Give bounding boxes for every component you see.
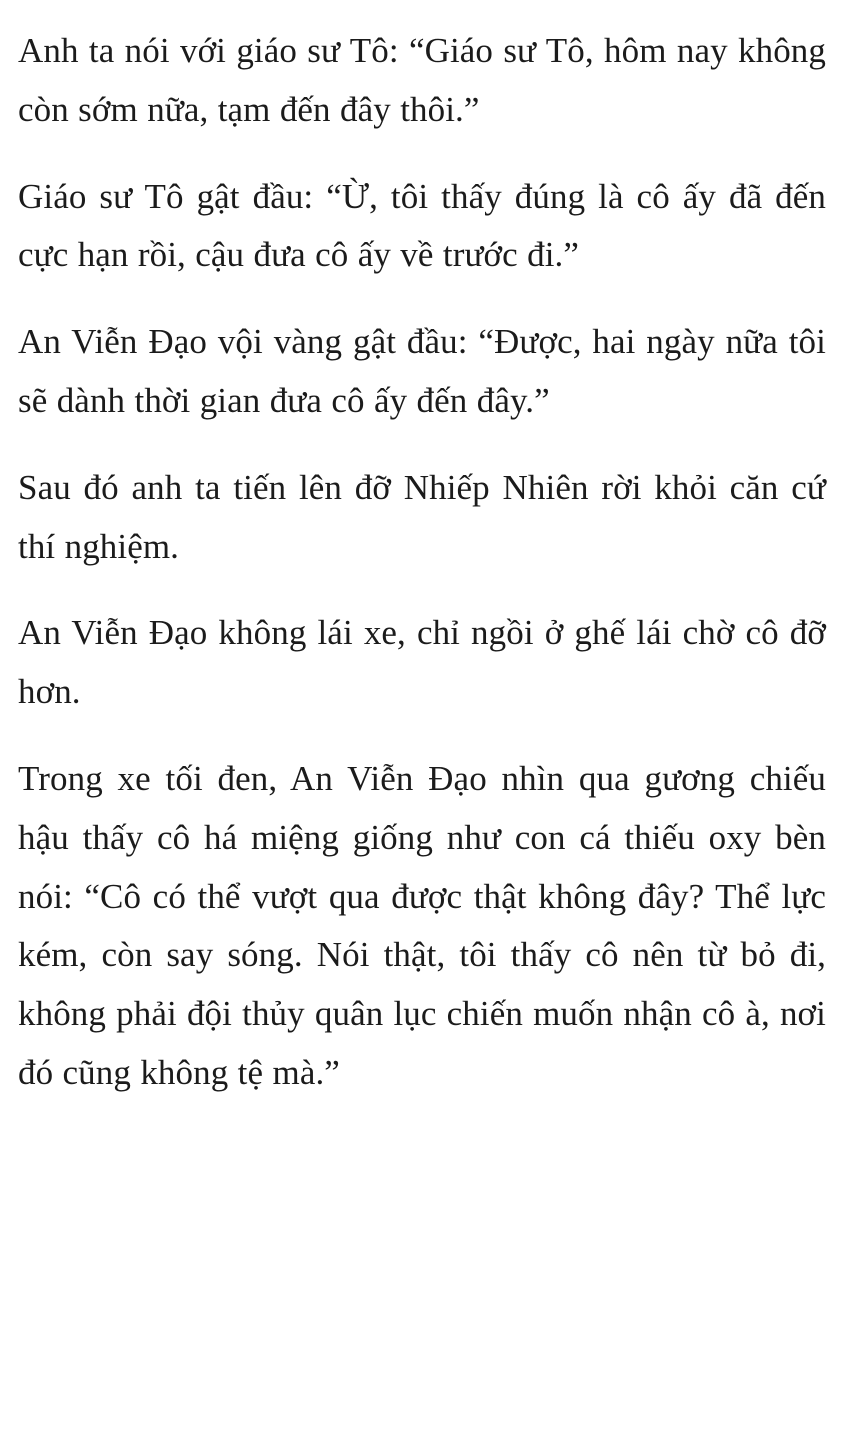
paragraph: An Viễn Đạo không lái xe, chỉ ngồi ở ghế lái chờ cô đỡ hơn. (18, 613, 826, 712)
paragraph: Anh ta nói với giáo sư Tô: “Giáo sư Tô, hôm nay không còn sớm nữa, tạm đến đây thôi.” (18, 31, 826, 129)
paragraph: Giáo sư Tô gật đầu: “Ừ, tôi thấy đúng là cô ấy đã đến cực hạn rồi, cậu đưa cô ấy về trước đi.” (18, 176, 826, 275)
paragraph: Sau đó anh ta tiến lên đỡ Nhiếp Nhiên rời khỏi căn cứ thí nghiệm. (18, 467, 826, 566)
paragraph: Trong xe tối đen, An Viễn Đạo nhìn qua gương chiếu hậu thấy cô há miệng giống như con cá thiếu oxy bèn nói: “Cô có thể vượt qua được thật không đây? Thể lực kém, còn say sóng. Nói thật, tôi thấy cô nên từ bỏ đi, không phải đội thủy quân lục chiến muốn nhận cô à, nơi đó cũng không tệ mà.” (18, 758, 826, 1092)
paragraph: An Viễn Đạo vội vàng gật đầu: “Được, hai ngày nữa tôi sẽ dành thời gian đưa cô ấy đến đây.” (18, 322, 826, 420)
